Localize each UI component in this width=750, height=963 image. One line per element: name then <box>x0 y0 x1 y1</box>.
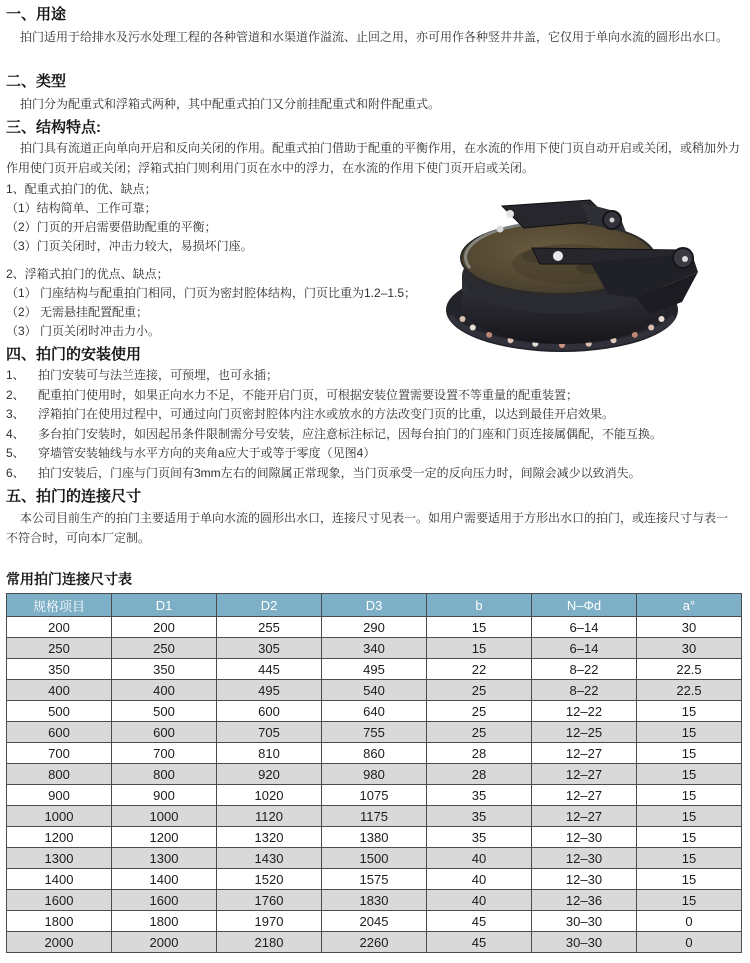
list-item <box>6 464 744 484</box>
list-item-number: 3、 <box>6 407 25 421</box>
table-cell: 0 <box>637 932 742 953</box>
table-cell: 12–36 <box>532 890 637 911</box>
table-cell: 1000 <box>112 806 217 827</box>
column-header: D2 <box>217 594 322 617</box>
list-item-text: 浮箱拍门在使用过程中，可通过向门页密封腔体内注水或放水的方法改变门页的比重，以达到最佳开启效果。 <box>38 407 615 421</box>
table-cell: 2000 <box>112 932 217 953</box>
table-cell: 800 <box>112 764 217 785</box>
table-row <box>7 890 742 911</box>
table-cell: 250 <box>7 638 112 659</box>
table-cell: 15 <box>637 869 742 890</box>
table-cell: 305 <box>217 638 322 659</box>
table-cell: 12–30 <box>532 827 637 848</box>
table-cell: 600 <box>7 722 112 743</box>
table-cell: 40 <box>427 869 532 890</box>
table-row <box>7 806 742 827</box>
table-cell: 1380 <box>322 827 427 848</box>
section-heading-installation: 四、拍门的安装使用 <box>6 346 142 363</box>
table-cell: 12–27 <box>532 764 637 785</box>
table-cell: 350 <box>112 659 217 680</box>
table-cell: 15 <box>637 764 742 785</box>
table-cell: 30–30 <box>532 911 637 932</box>
table-cell: 495 <box>322 659 427 680</box>
section-heading-structure: 三、结构特点: <box>6 119 101 136</box>
flap-valve-illustration <box>440 198 705 353</box>
column-header: D1 <box>112 594 217 617</box>
list-item: （2） 无需悬挂配置配重； <box>6 305 149 319</box>
table-cell: 340 <box>322 638 427 659</box>
list-item: （3） 门页关闭时冲击力小。 <box>6 324 161 338</box>
table-cell: 1300 <box>112 848 217 869</box>
table-cell: 1760 <box>217 890 322 911</box>
table-cell: 755 <box>322 722 427 743</box>
table-cell: 1200 <box>112 827 217 848</box>
table-cell: 705 <box>217 722 322 743</box>
installation-list <box>6 366 744 483</box>
table-cell: 2045 <box>322 911 427 932</box>
table-row <box>7 911 742 932</box>
table-cell: 1000 <box>7 806 112 827</box>
table-cell: 1430 <box>217 848 322 869</box>
table-cell: 1520 <box>217 869 322 890</box>
column-header: D3 <box>322 594 427 617</box>
table-cell: 200 <box>7 617 112 638</box>
table-cell: 1320 <box>217 827 322 848</box>
table-cell: 1120 <box>217 806 322 827</box>
table-cell: 810 <box>217 743 322 764</box>
table-title: 常用拍门连接尺寸表 <box>6 571 132 587</box>
table-cell: 1575 <box>322 869 427 890</box>
table-cell: 12–27 <box>532 743 637 764</box>
section-heading-usage: 一、用途 <box>6 6 67 23</box>
list-item-text: 配重拍门使用时，如果正向水力不足，不能开启门页，可根据安装位置需要设置不等重量的配重装置； <box>38 387 579 402</box>
table-cell: 290 <box>322 617 427 638</box>
table-body <box>7 617 742 953</box>
list-item-number: 2、 <box>6 387 25 402</box>
dimension-table <box>6 593 742 953</box>
table-cell: 15 <box>427 638 532 659</box>
table-cell: 6–14 <box>532 638 637 659</box>
table-cell: 900 <box>7 785 112 806</box>
list-item-number: 6、 <box>6 465 25 480</box>
section-heading-types: 二、类型 <box>6 72 67 90</box>
list-item <box>6 405 744 425</box>
list-item-text: 多台拍门安装时，如因起吊条件限制需分号安装，应注意标注标记，因每台拍门的门座和门页连接属偶配，不能互换。 <box>38 426 663 441</box>
list-item <box>6 444 744 464</box>
table-cell: 22 <box>427 659 532 680</box>
table-cell: 1075 <box>322 785 427 806</box>
list-item-number: 5、 <box>6 446 25 460</box>
table-cell: 1830 <box>322 890 427 911</box>
list-item: （1）结构简单、工作可靠； <box>6 201 157 215</box>
table-cell: 640 <box>322 701 427 722</box>
table-row <box>7 743 742 764</box>
table-cell: 35 <box>427 827 532 848</box>
table-cell: 1400 <box>112 869 217 890</box>
table-cell: 1020 <box>217 785 322 806</box>
list-item: （3）门页关闭时，冲击力较大，易损坏门座。 <box>6 239 253 253</box>
table-cell: 30–30 <box>532 932 637 953</box>
table-cell: 15 <box>637 806 742 827</box>
table-cell: 400 <box>7 680 112 701</box>
table-cell: 0 <box>637 911 742 932</box>
section-heading-dimensions: 五、拍门的连接尺寸 <box>6 488 142 505</box>
table-cell: 25 <box>427 722 532 743</box>
table-row <box>7 701 742 722</box>
table-cell: 25 <box>427 680 532 701</box>
table-cell: 600 <box>217 701 322 722</box>
table-cell: 980 <box>322 764 427 785</box>
column-header: 规格项目 <box>7 594 112 617</box>
table-cell: 35 <box>427 785 532 806</box>
table-cell: 15 <box>637 785 742 806</box>
list-item-text: 拍门安装可与法兰连接，可预埋，也可永插； <box>38 368 279 382</box>
table-cell: 30 <box>637 617 742 638</box>
table-cell: 15 <box>637 701 742 722</box>
table-cell: 1300 <box>7 848 112 869</box>
table-row <box>7 722 742 743</box>
table-cell: 15 <box>637 722 742 743</box>
table-cell: 15 <box>637 827 742 848</box>
table-row <box>7 827 742 848</box>
table-cell: 445 <box>217 659 322 680</box>
table-row <box>7 848 742 869</box>
list-item <box>6 425 744 445</box>
table-cell: 12–27 <box>532 785 637 806</box>
table-row <box>7 932 742 953</box>
usage-paragraph: 拍门适用于给排水及污水处理工程的各种管道和水渠道作溢流、止回之用，亦可用作各种竖井井盖，它仅用于单向水流的圆形出水口。 <box>20 30 729 44</box>
table-cell: 8–22 <box>532 680 637 701</box>
table-cell: 700 <box>7 743 112 764</box>
table-row <box>7 680 742 701</box>
table-cell: 1800 <box>7 911 112 932</box>
types-paragraph: 拍门分为配重式和浮箱式两种，其中配重式拍门又分前挂配重式和附件配重式。 <box>20 96 441 111</box>
table-cell: 45 <box>427 911 532 932</box>
table-cell: 22.5 <box>637 680 742 701</box>
column-header: N–Φd <box>532 594 637 617</box>
table-cell: 15 <box>427 617 532 638</box>
table-cell: 2000 <box>7 932 112 953</box>
table-cell: 12–27 <box>532 806 637 827</box>
dimensions-paragraph: 本公司目前生产的拍门主要适用于单向水流的圆形出水口，连接尺寸见表一。如用户需要适用于方形出水口的拍门，或连接尺寸与表一不符合时，可向本厂定制。 <box>6 511 729 545</box>
table-cell: 12–22 <box>532 701 637 722</box>
table-cell: 30 <box>637 638 742 659</box>
table-cell: 2180 <box>217 932 322 953</box>
table-header <box>7 594 742 617</box>
table-cell: 12–30 <box>532 848 637 869</box>
list-item-number: 1、 <box>6 368 25 382</box>
table-cell: 28 <box>427 743 532 764</box>
table-cell: 1800 <box>112 911 217 932</box>
table-cell: 1200 <box>7 827 112 848</box>
table-cell: 495 <box>217 680 322 701</box>
table-cell: 12–25 <box>532 722 637 743</box>
table-cell: 860 <box>322 743 427 764</box>
table-cell: 1400 <box>7 869 112 890</box>
table-cell: 1500 <box>322 848 427 869</box>
table-cell: 45 <box>427 932 532 953</box>
list-item: （1） 门座结构与配重拍门相同，门页为密封腔体结构，门页比重为1.2–1.5； <box>6 286 417 300</box>
table-cell: 6–14 <box>532 617 637 638</box>
table-cell: 25 <box>427 701 532 722</box>
table-cell: 255 <box>217 617 322 638</box>
table-cell: 500 <box>7 701 112 722</box>
table-cell: 1600 <box>7 890 112 911</box>
table-cell: 250 <box>112 638 217 659</box>
table-cell: 700 <box>112 743 217 764</box>
table-cell: 15 <box>637 890 742 911</box>
list-item-text: 穿墙管安装轴线与水平方向的夹角a应大于或等于零度（见图4） <box>38 446 376 460</box>
table-cell: 1970 <box>217 911 322 932</box>
float-box-list-title: 2、浮箱式拍门的优点、缺点； <box>6 267 169 281</box>
table-row <box>7 638 742 659</box>
table-cell: 350 <box>7 659 112 680</box>
table-cell: 920 <box>217 764 322 785</box>
table-cell: 12–30 <box>532 869 637 890</box>
structure-paragraph: 拍门具有流道正向单向开启和反向关闭的作用。配重式拍门借助于配重的平衡作用，在水流的作用下使门页自动开启或关闭，或稍加外力作用使门页开启或关闭；浮箱式拍门则利用门页在水中的浮力，在水流的作用下使门页开启或关闭。 <box>6 141 741 175</box>
table-cell: 40 <box>427 890 532 911</box>
counterweight-list-title: 1、配重式拍门的优、缺点； <box>6 182 157 196</box>
flap-valve-photo <box>440 198 705 353</box>
table-cell: 15 <box>637 743 742 764</box>
list-item: （2）门页的开启需要借助配重的平衡； <box>6 220 217 234</box>
table-cell: 500 <box>112 701 217 722</box>
table-cell: 8–22 <box>532 659 637 680</box>
list-item <box>6 366 744 386</box>
table-cell: 900 <box>112 785 217 806</box>
table-row <box>7 659 742 680</box>
table-row <box>7 764 742 785</box>
table-header-row <box>7 594 742 617</box>
table-cell: 540 <box>322 680 427 701</box>
table-row <box>7 617 742 638</box>
list-item-number: 4、 <box>6 426 25 441</box>
table-cell: 800 <box>7 764 112 785</box>
table-cell: 15 <box>637 848 742 869</box>
table-cell: 35 <box>427 806 532 827</box>
list-item-text: 拍门安装后，门座与门页间有3mm左右的间隙属正常现象，当门页承受一定的反向压力时，间隙会减少以致消失。 <box>38 465 641 480</box>
table-cell: 1600 <box>112 890 217 911</box>
table-row <box>7 869 742 890</box>
table-cell: 600 <box>112 722 217 743</box>
table-cell: 22.5 <box>637 659 742 680</box>
table-cell: 1175 <box>322 806 427 827</box>
table-cell: 28 <box>427 764 532 785</box>
table-cell: 40 <box>427 848 532 869</box>
list-item <box>6 386 744 406</box>
table-row <box>7 785 742 806</box>
document-content <box>6 6 744 953</box>
column-header: a° <box>637 594 742 617</box>
column-header: b <box>427 594 532 617</box>
table-cell: 200 <box>112 617 217 638</box>
table-cell: 400 <box>112 680 217 701</box>
table-cell: 2260 <box>322 932 427 953</box>
